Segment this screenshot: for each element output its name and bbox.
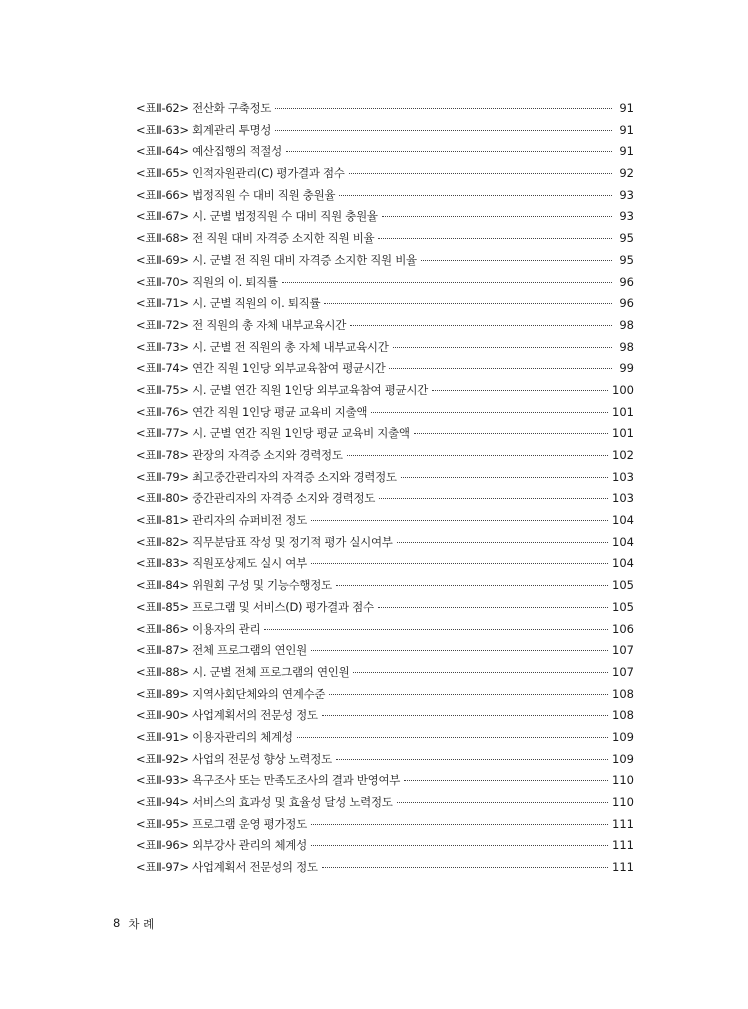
toc-entry-label: <표Ⅱ-80> 중간관리자의 자격증 소지와 경력정도 bbox=[136, 491, 376, 506]
toc-entry[interactable] bbox=[136, 727, 634, 749]
dot-leader bbox=[414, 432, 608, 434]
toc-entry[interactable] bbox=[136, 185, 634, 207]
toc-entry-page: 108 bbox=[612, 708, 634, 723]
toc-entry-page: 111 bbox=[612, 860, 634, 875]
dot-leader bbox=[329, 693, 608, 695]
toc-entry-label: <표Ⅱ-85> 프로그램 및 서비스(D) 평가결과 점수 bbox=[136, 599, 374, 614]
toc-entry[interactable] bbox=[136, 315, 634, 337]
dot-leader bbox=[297, 736, 608, 738]
toc-entry-label: <표Ⅱ-62> 전산화 구축정도 bbox=[136, 101, 272, 115]
toc-entry[interactable] bbox=[136, 272, 634, 294]
dot-leader bbox=[353, 671, 608, 673]
toc-entry[interactable] bbox=[136, 835, 634, 857]
toc-entry-label: <표Ⅱ-83> 직원포상제도 실시 여부 bbox=[136, 556, 307, 571]
toc-entry-page: 95 bbox=[619, 231, 634, 246]
toc-entry-label: <표Ⅱ-79> 최고중간관리자의 자격증 소지와 경력정도 bbox=[136, 469, 397, 484]
dot-leader bbox=[401, 476, 608, 478]
toc-entry-page: 103 bbox=[612, 469, 634, 484]
toc-entry-page: 93 bbox=[619, 187, 634, 202]
toc-entry[interactable] bbox=[136, 553, 634, 575]
section-label: 차 례 bbox=[128, 917, 155, 931]
toc-entry-page: 107 bbox=[612, 664, 634, 679]
toc-entry[interactable] bbox=[136, 163, 634, 185]
toc-entry-page: 93 bbox=[619, 209, 634, 224]
toc-entry-label: <표Ⅱ-67> 시. 군별 법정직원 수 대비 직원 충원율 bbox=[136, 209, 378, 224]
dot-leader bbox=[322, 714, 608, 716]
toc-entry[interactable] bbox=[136, 575, 634, 597]
toc-entry[interactable] bbox=[136, 445, 634, 467]
dot-leader bbox=[311, 562, 608, 564]
dot-leader bbox=[264, 628, 608, 630]
toc-entry-page: 96 bbox=[619, 296, 634, 311]
toc-entry-label: <표Ⅱ-88> 시. 군별 전체 프로그램의 연인원 bbox=[136, 664, 350, 679]
toc-entry[interactable] bbox=[136, 705, 634, 727]
toc-entry-label: <표Ⅱ-95> 프로그램 운영 평가정도 bbox=[136, 816, 307, 831]
toc-entry-page: 110 bbox=[612, 773, 634, 788]
dot-leader bbox=[322, 866, 608, 868]
dot-leader bbox=[286, 150, 612, 152]
toc-entry[interactable] bbox=[136, 141, 634, 163]
toc-entry-page: 109 bbox=[612, 751, 634, 766]
toc-entry-page: 101 bbox=[612, 426, 634, 441]
toc-entry[interactable] bbox=[136, 770, 634, 792]
toc-entry-label: <표Ⅱ-86> 이용자의 관리 bbox=[136, 621, 261, 636]
dot-leader bbox=[336, 584, 608, 586]
toc-entry-page: 102 bbox=[612, 448, 634, 462]
dot-leader bbox=[339, 194, 612, 196]
toc-entry-label: <표Ⅱ-87> 전체 프로그램의 연인원 bbox=[136, 643, 307, 658]
toc-entry[interactable] bbox=[136, 402, 634, 424]
toc-entry[interactable] bbox=[136, 250, 634, 272]
toc-entry-page: 101 bbox=[612, 404, 634, 419]
toc-entry-page: 111 bbox=[612, 838, 634, 853]
toc-entry-label: <표Ⅱ-93> 욕구조사 또는 만족도조사의 결과 반영여부 bbox=[136, 773, 401, 788]
toc-entry[interactable] bbox=[136, 293, 634, 315]
dot-leader bbox=[275, 107, 612, 109]
toc-entry-label: <표Ⅱ-89> 지역사회단체와의 연계수준 bbox=[136, 686, 326, 701]
toc-entry-label: <표Ⅱ-74> 연간 직원 1인당 외부교육참여 평균시간 bbox=[136, 361, 386, 376]
dot-leader bbox=[347, 454, 608, 456]
toc-entry-page: 104 bbox=[612, 534, 634, 549]
toc-entry-label: <표Ⅱ-90> 사업계획서의 전문성 정도 bbox=[136, 708, 318, 723]
toc-entry[interactable] bbox=[136, 120, 634, 142]
toc-entry-label: <표Ⅱ-81> 관리자의 슈퍼비전 정도 bbox=[136, 513, 307, 528]
dot-leader bbox=[324, 302, 612, 304]
toc-entry[interactable] bbox=[136, 684, 634, 706]
toc-entry-label: <표Ⅱ-96> 외부강사 관리의 체계성 bbox=[136, 838, 307, 853]
toc-entry-label: <표Ⅱ-64> 예산집행의 적절성 bbox=[136, 144, 282, 159]
toc-entry-label: <표Ⅱ-68> 전 직원 대비 자격증 소지한 직원 비율 bbox=[136, 231, 375, 246]
toc-entry-label: <표Ⅱ-63> 회계관리 투명성 bbox=[136, 122, 272, 137]
toc-entry-page: 103 bbox=[612, 491, 634, 506]
toc-entry[interactable] bbox=[136, 792, 634, 814]
toc-entry-label: <표Ⅱ-72> 전 직원의 총 자체 내부교육시간 bbox=[136, 317, 347, 332]
page-footer bbox=[113, 916, 154, 932]
toc-entry[interactable] bbox=[136, 206, 634, 228]
toc-entry-label: <표Ⅱ-66> 법정직원 수 대비 직원 충원율 bbox=[136, 187, 336, 202]
toc-entry-label: <표Ⅱ-76> 연간 직원 1인당 평균 교육비 지출액 bbox=[136, 404, 368, 419]
toc-entry[interactable] bbox=[136, 597, 634, 619]
toc-entry-label: <표Ⅱ-92> 사업의 전문성 향상 노력정도 bbox=[136, 751, 332, 766]
toc-entry-label: <표Ⅱ-77> 시. 군별 연간 직원 1인당 평균 교육비 지출액 bbox=[136, 426, 410, 441]
dot-leader bbox=[404, 779, 608, 781]
toc-entry-page: 92 bbox=[619, 166, 634, 181]
toc-entry-page: 100 bbox=[612, 382, 634, 397]
toc-entry-label: <표Ⅱ-73> 시. 군별 전 직원의 총 자체 내부교육시간 bbox=[136, 339, 389, 354]
toc-entry-label: <표Ⅱ-70> 직원의 이. 퇴직률 bbox=[136, 274, 278, 289]
dot-leader bbox=[382, 215, 612, 217]
toc-entry[interactable] bbox=[136, 380, 634, 402]
toc-entry[interactable] bbox=[136, 228, 634, 250]
toc-entry[interactable] bbox=[136, 337, 634, 359]
toc-entry-page: 98 bbox=[619, 317, 634, 332]
toc-entry[interactable] bbox=[136, 749, 634, 771]
dot-leader bbox=[371, 411, 608, 413]
dot-leader bbox=[349, 172, 612, 174]
toc-entry-label: <표Ⅱ-84> 위원회 구성 및 기능수행정도 bbox=[136, 578, 332, 593]
toc-entry-label: <표Ⅱ-78> 관장의 자격증 소지와 경력정도 bbox=[136, 448, 343, 462]
dot-leader bbox=[393, 346, 612, 348]
dot-leader bbox=[421, 259, 612, 261]
toc-entry-page: 104 bbox=[612, 556, 634, 571]
toc-entry[interactable] bbox=[136, 423, 634, 445]
toc-entry-label: <표Ⅱ-71> 시. 군별 직원의 이. 퇴직률 bbox=[136, 296, 321, 311]
toc-entry-page: 95 bbox=[619, 252, 634, 267]
toc-entry[interactable] bbox=[136, 488, 634, 510]
toc-entry-label: <표Ⅱ-69> 시. 군별 전 직원 대비 자격증 소지한 직원 비율 bbox=[136, 252, 417, 267]
dot-leader bbox=[350, 324, 612, 326]
toc-entry-page: 111 bbox=[612, 816, 634, 831]
toc-entry-page: 96 bbox=[619, 274, 634, 289]
toc-entry-page: 109 bbox=[612, 729, 634, 744]
toc-entry-page: 91 bbox=[619, 144, 634, 159]
toc-entry[interactable] bbox=[136, 98, 634, 120]
dot-leader bbox=[275, 129, 612, 131]
toc-entry-page: 104 bbox=[612, 513, 634, 528]
toc-entry[interactable] bbox=[136, 662, 634, 684]
dot-leader bbox=[311, 649, 608, 651]
toc-entry-page: 105 bbox=[612, 578, 634, 593]
toc-entry-page: 108 bbox=[612, 686, 634, 701]
toc-entry-page: 91 bbox=[619, 122, 634, 137]
dot-leader bbox=[397, 801, 608, 803]
toc-entry-label: <표Ⅱ-91> 이용자관리의 체계성 bbox=[136, 729, 293, 744]
dot-leader bbox=[282, 281, 612, 283]
toc-entry-label: <표Ⅱ-94> 서비스의 효과성 및 효율성 달성 노력정도 bbox=[136, 795, 393, 809]
toc-entry[interactable] bbox=[136, 358, 634, 380]
toc-entry[interactable] bbox=[136, 857, 634, 879]
dot-leader bbox=[379, 497, 608, 499]
toc-entry[interactable] bbox=[136, 619, 634, 641]
table-of-contents bbox=[136, 98, 634, 879]
dot-leader bbox=[378, 606, 608, 608]
toc-entry-label: <표Ⅱ-97> 사업계획서 전문성의 정도 bbox=[136, 860, 318, 875]
toc-entry[interactable] bbox=[136, 640, 634, 662]
dot-leader bbox=[389, 367, 612, 369]
dot-leader bbox=[378, 237, 612, 239]
page-number: 8 bbox=[113, 916, 121, 930]
toc-entry-label: <표Ⅱ-82> 직무분담표 작성 및 정기적 평가 실시여부 bbox=[136, 534, 393, 549]
toc-entry-page: 105 bbox=[612, 599, 634, 614]
toc-entry[interactable] bbox=[136, 510, 634, 532]
dot-leader bbox=[432, 389, 608, 391]
toc-entry-page: 107 bbox=[612, 643, 634, 658]
dot-leader bbox=[397, 541, 608, 543]
toc-entry-label: <표Ⅱ-65> 인적자원관리(C) 평가결과 점수 bbox=[136, 166, 345, 181]
toc-entry-page: 98 bbox=[619, 339, 634, 354]
toc-entry[interactable] bbox=[136, 467, 634, 489]
toc-entry-page: 106 bbox=[612, 621, 634, 636]
dot-leader bbox=[311, 823, 608, 825]
toc-entry[interactable] bbox=[136, 814, 634, 836]
toc-entry-label: <표Ⅱ-75> 시. 군별 연간 직원 1인당 외부교육참여 평균시간 bbox=[136, 382, 428, 397]
dot-leader bbox=[336, 758, 608, 760]
toc-entry-page: 91 bbox=[619, 101, 634, 115]
toc-entry-page: 110 bbox=[612, 795, 634, 809]
toc-entry[interactable] bbox=[136, 532, 634, 554]
toc-entry-page: 99 bbox=[619, 361, 634, 376]
dot-leader bbox=[311, 844, 608, 846]
dot-leader bbox=[311, 519, 608, 521]
